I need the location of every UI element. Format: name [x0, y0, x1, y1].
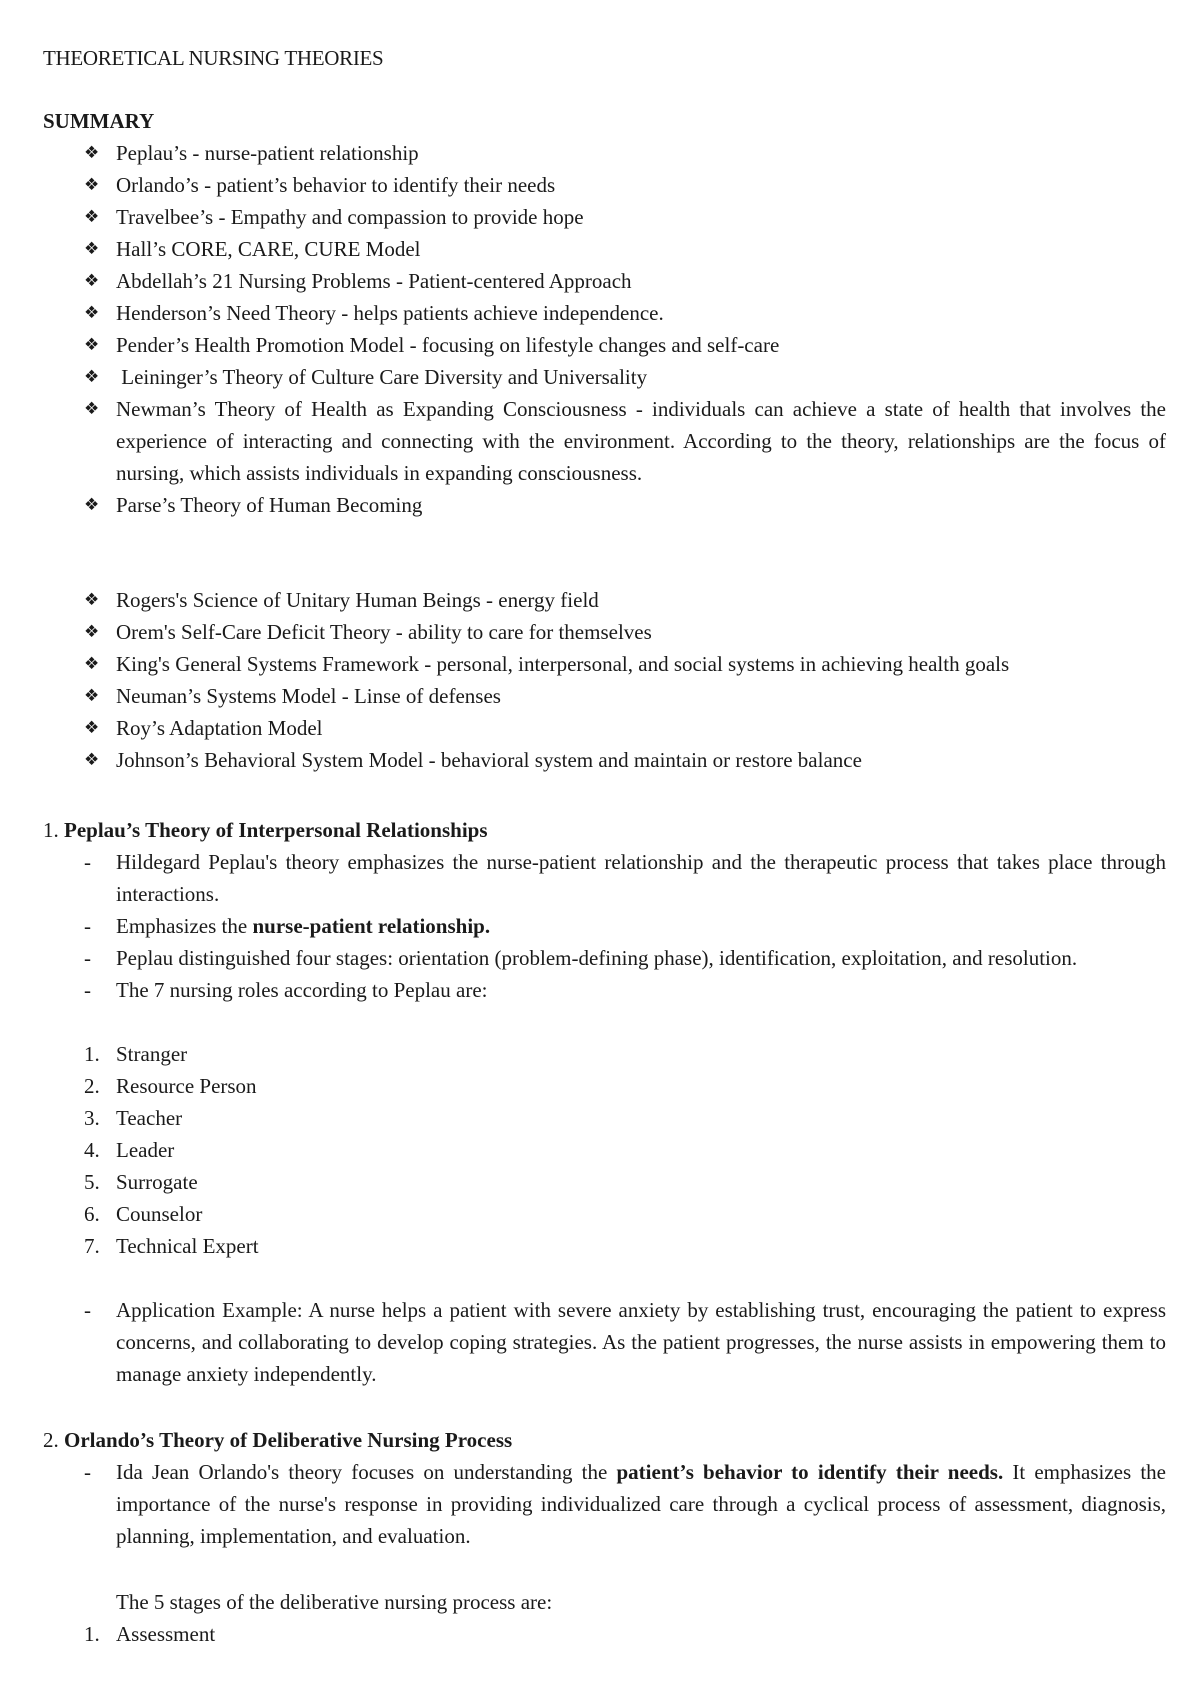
- list-item: 4. Leader: [84, 1138, 175, 1162]
- diamond-bullet-icon: ❖: [84, 239, 100, 259]
- list-item: 3. Teacher: [84, 1106, 183, 1130]
- list-item: ❖ Orem's Self-Care Deficit Theory - ability to care for themselves: [84, 616, 1166, 648]
- list-item: ❖ Roy’s Adaptation Model: [84, 712, 1166, 744]
- diamond-bullet-icon: ❖: [84, 303, 100, 323]
- deliberative-stages-list: [84, 1618, 1166, 1650]
- summary-list-a: [84, 137, 1166, 521]
- list-item: ❖ Leininger’s Theory of Culture Care Diversity and Universality: [84, 361, 1166, 393]
- list-item: - Application Example: A nurse helps a patient with severe anxiety by establishing trust, encouraging the patient to express concerns, and collaborating to develop coping strategies. As the patient progresses, the nurse assists in empowering them to manage anxiety independently.: [84, 1298, 1166, 1386]
- list-item: 1. Stranger: [84, 1042, 188, 1066]
- list-item: ❖ Rogers's Science of Unitary Human Beings - energy field: [84, 584, 1166, 616]
- diamond-bullet-icon: ❖: [84, 686, 100, 706]
- list-item: ❖ Neuman’s Systems Model - Linse of defenses: [84, 680, 1166, 712]
- diamond-bullet-icon: ❖: [84, 367, 100, 387]
- list-item: ❖ Hall’s CORE, CARE, CURE Model: [84, 233, 1166, 265]
- diamond-bullet-icon: ❖: [84, 207, 100, 227]
- document-title: THEORETICAL NURSING THEORIES: [43, 46, 384, 70]
- list-item: ❖ Newman’s Theory of Health as Expanding Consciousness - individuals can achieve a state of health that involves the experience of interacting and connecting with the environment. According to the theory, relationships are the focus of nursing, which assists individuals in expanding consciousness.: [84, 393, 1166, 489]
- section-2-heading: 2. Orlando’s Theory of Deliberative Nursing Process: [43, 1428, 513, 1452]
- diamond-bullet-icon: ❖: [84, 399, 100, 419]
- list-item: ❖ Peplau’s - nurse-patient relationship: [84, 137, 1166, 169]
- section-1-points: [84, 846, 1166, 1006]
- summary-list-b: [84, 584, 1166, 776]
- diamond-bullet-icon: ❖: [84, 654, 100, 674]
- list-item: ❖ Abdellah’s 21 Nursing Problems - Patient-centered Approach: [84, 265, 1166, 297]
- diamond-bullet-icon: ❖: [84, 143, 100, 163]
- section-2-points: [84, 1456, 1166, 1552]
- list-item: 1. Assessment: [84, 1622, 216, 1646]
- list-item: ❖ King's General Systems Framework - personal, interpersonal, and social systems in achieving health goals: [84, 648, 1166, 680]
- diamond-bullet-icon: ❖: [84, 622, 100, 642]
- list-item: 6. Counselor: [84, 1202, 203, 1226]
- list-item: ❖ Henderson’s Need Theory - helps patients achieve independence.: [84, 297, 1166, 329]
- list-item: ❖ Pender’s Health Promotion Model - focusing on lifestyle changes and self-care: [84, 329, 1166, 361]
- list-item: - The 7 nursing roles according to Peplau are:: [84, 978, 488, 1002]
- list-item: 7. Technical Expert: [84, 1234, 259, 1258]
- diamond-bullet-icon: ❖: [84, 495, 100, 515]
- list-item: - Peplau distinguished four stages: orientation (problem-defining phase), identification, exploitation, and resolution.: [84, 946, 1078, 970]
- diamond-bullet-icon: ❖: [84, 175, 100, 195]
- peplau-roles-list: [84, 1038, 1166, 1262]
- diamond-bullet-icon: ❖: [84, 718, 100, 738]
- list-item: ❖ Parse’s Theory of Human Becoming: [84, 489, 1166, 521]
- list-item: 2. Resource Person: [84, 1074, 257, 1098]
- diamond-bullet-icon: ❖: [84, 271, 100, 291]
- section-1-heading: 1. Peplau’s Theory of Interpersonal Relationships: [43, 818, 488, 842]
- list-item: ❖ Travelbee’s - Empathy and compassion to provide hope: [84, 201, 1166, 233]
- list-item: 5. Surrogate: [84, 1170, 198, 1194]
- diamond-bullet-icon: ❖: [84, 335, 100, 355]
- list-item: ❖ Johnson’s Behavioral System Model - behavioral system and maintain or restore balance: [84, 744, 1166, 776]
- list-item: - Ida Jean Orlando's theory focuses on understanding the patient’s behavior to identify their needs. It emphasizes the importance of the nurse's response in providing individualized care through a cyclical process of assessment, diagnosis, planning, implementation, and evaluation.: [84, 1460, 1166, 1548]
- diamond-bullet-icon: ❖: [84, 750, 100, 770]
- list-item: ❖ Orlando’s - patient’s behavior to identify their needs: [84, 169, 1166, 201]
- list-item: - Hildegard Peplau's theory emphasizes the nurse-patient relationship and the therapeutic process that takes place through interactions.: [84, 850, 1166, 906]
- section-1-application: [84, 1294, 1166, 1390]
- diamond-bullet-icon: ❖: [84, 590, 100, 610]
- summary-heading: SUMMARY: [43, 109, 155, 133]
- stages-intro: The 5 stages of the deliberative nursing process are:: [116, 1590, 553, 1614]
- list-item: - Emphasizes the nurse-patient relationship.: [84, 914, 491, 938]
